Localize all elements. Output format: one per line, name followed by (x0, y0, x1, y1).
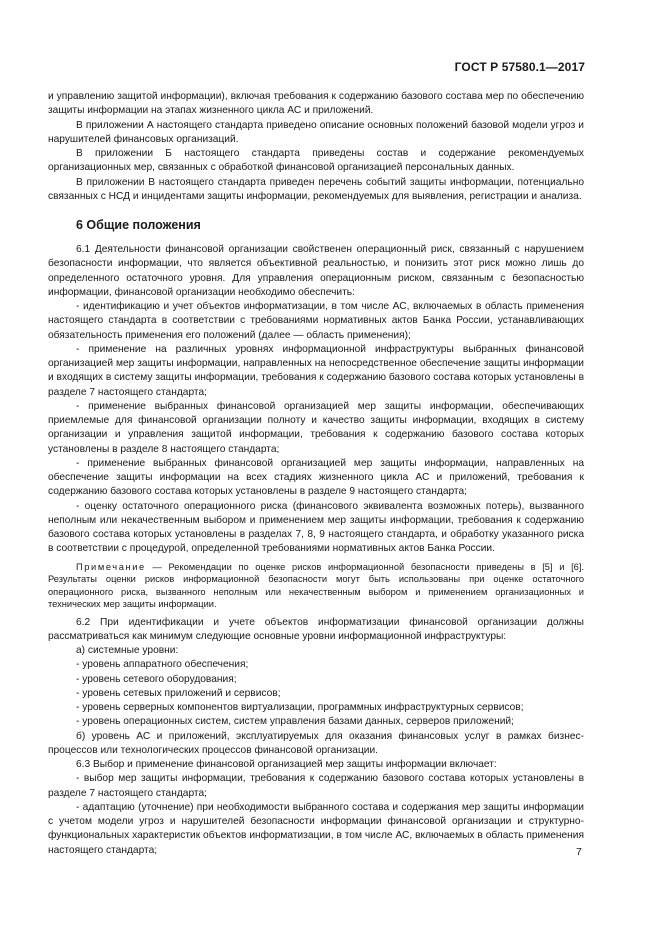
list-item: - уровень аппаратного обеспечения; (76, 659, 249, 671)
list-item: - применение выбранных финансовой организацией мер защиты информации, обеспечивающих приемлемые для финансовой организации полноту и качество защиты информации, входящих в систему организации и управления защитой информации, требования к содержанию базового состава которых установлены в разделе 8 настоящего стандарта; (48, 400, 584, 455)
page-number: 7 (576, 846, 582, 858)
list-item: - адаптацию (уточнение) при необходимости выбранного состава и содержания мер защиты информации с учетом модели угроз и нарушителей безопасности информации финансовой организации и структурно-функциональных характеристик объектов информатизации, в том числе АС, включаемых в область применения настоящего стандарта; (48, 801, 584, 856)
list-item: - уровень сетевого оборудования; (76, 673, 237, 685)
paragraph: В приложении Б настоящего стандарта приведены состав и содержание рекомендуемых организационных мер, связанных с обработкой финансовой организацией персональных данных. (48, 148, 584, 174)
list-item: - уровень серверных компонентов виртуализации, программных инфраструктурных сервисов; (76, 702, 524, 713)
list-item: - идентификацию и учет объектов информатизации, в том числе АС, включаемых в область применения настоящего стандарта в соответствии с требованиями нормативных актов Банка России, устанавливающих обязательность применения его положений (далее — область применения); (48, 301, 584, 341)
document-body (48, 90, 584, 858)
note (48, 561, 584, 611)
list-item: б) уровень АС и приложений, эксплуатируемых для оказания финансовых услуг в рамках бизнес-процессов или технологических процессов финансовой организации. (48, 730, 584, 756)
list-item: - применение на различных уровнях информационной инфраструктуры выбранных финансовой организацией мер защиты информации, направленных на непосредственное обеспечение защиты информации и входящих в систему защиты информации, требования к содержанию базового состава которых установлены в разделе 7 настоящего стандарта; (48, 343, 584, 398)
list-item: - уровень операционных систем, систем управления базами данных, серверов приложений; (76, 716, 514, 728)
paragraph: 6.1 Деятельности финансовой организации свойственен операционный риск, связанный с нарушением безопасности информации, что является объективной реальностью, и понизить этот риск можно лишь до определенного остаточного уровня. Для управления операционным риском, связанным с безопасностью информации, финансовой организации необходимо обеспечить: (48, 244, 584, 298)
paragraph: и управлению защитой информации), включая требования к содержанию базового состава мер по обеспечению защиты информации на этапах жизненного цикла АС и приложений. (48, 91, 584, 117)
paragraph: В приложении А настоящего стандарта приведено описание основных положений базовой модели угроз и нарушителей финансовых организаций. (48, 119, 584, 145)
list-item: - применение выбранных финансовой организацией мер защиты информации, направленных на обеспечение защиты информации на всех стадиях жизненного цикла АС и приложений, требования к содержанию базового состава которых установлены в разделе 9 настоящего стандарта; (48, 457, 584, 498)
paragraph: 6.3 Выбор и применение финансовой организацией мер защиты информации включает: (76, 759, 497, 770)
paragraph: 6.2 При идентификации и учете объектов информатизации финансовой организации должны рассматриваться как минимум следующие основные уровни информационной инфраструктуры: (48, 616, 584, 642)
list-item: а) системные уровни: (76, 645, 179, 656)
standard-header: ГОСТ Р 57580.1—2017 (454, 60, 585, 74)
paragraph: В приложении В настоящего стандарта приведен перечень событий защиты информации, потенциально связанных с НСД и инцидентами защиты информации, рекомендуемых для выявления, регистрации и анализа. (48, 176, 584, 202)
note-dash: — (145, 561, 169, 572)
note-text: Рекомендации по оценке рисков информационной безопасности приведены в [5] и [6]. Результаты оценки рисков информационной безопасности могут быть использованы при оценке остаточного операционного риска, вызванного неполным или некачественным выбором и применением организационных и технических мер защиты информации. (48, 561, 584, 609)
list-item: - уровень сетевых приложений и сервисов; (76, 687, 281, 699)
list-item: - оценку остаточного операционного риска (финансового эквивалента возможных потерь), вызванного неполным или некачественным выбором и применением мер защиты информации, требования к содержанию базового состава которых установлены в разделах 7, 8, 9 настоящего стандарта, и обработку указанного риска в соответствии с процедурой, определенной требованиями нормативных актов Банка России. (48, 500, 584, 555)
note-label: Примечание (76, 561, 146, 572)
list-item: - выбор мер защиты информации, требования к содержанию базового состава которых установлены в разделе 7 настоящего стандарта; (48, 773, 584, 799)
section-heading: 6 Общие положения (76, 218, 201, 232)
